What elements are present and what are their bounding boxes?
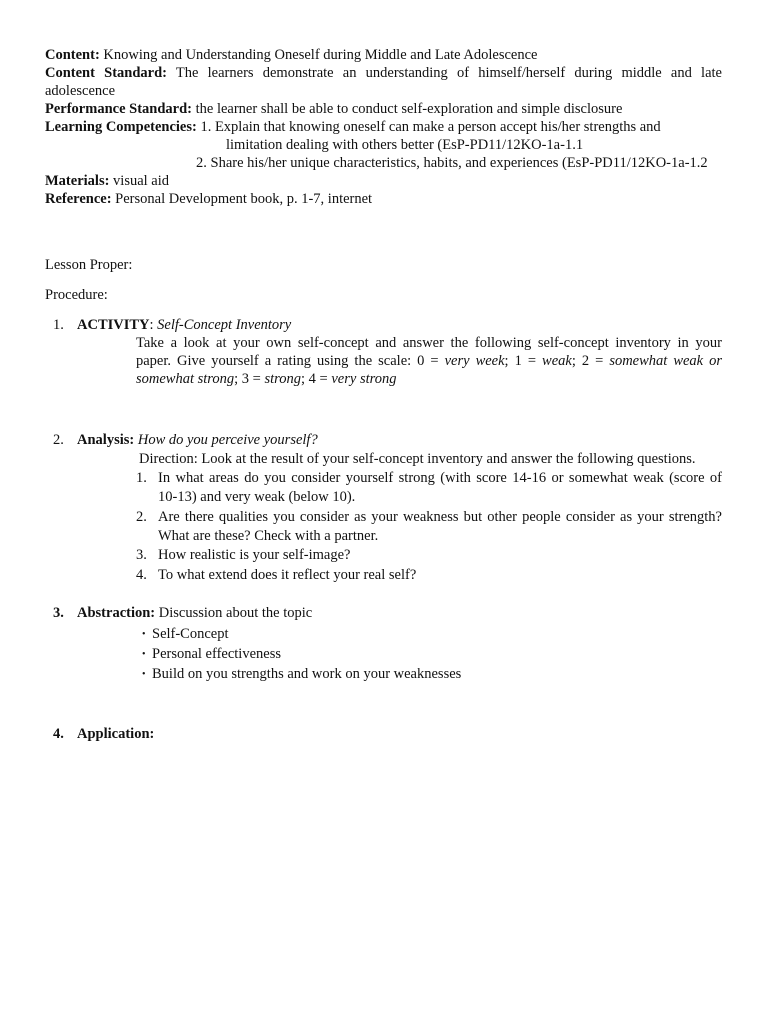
activity-line-2-d: weak (542, 353, 572, 369)
bullet-icon: • (142, 629, 146, 640)
abstraction-value: Discussion about the topic (158, 605, 313, 621)
list-item (142, 625, 229, 644)
materials-label: Materials: (45, 173, 110, 189)
competency-1-line-1: 1. Explain that knowing oneself can make a person accept his/her strengths and (200, 119, 661, 135)
activity-title: ACTIVITY (77, 317, 150, 333)
application-number-text: 4. (53, 726, 64, 742)
analysis-number: 2. (53, 432, 64, 448)
bullet-text: Build on you strengths and work on your weaknesses (152, 666, 462, 682)
abstraction-title: Abstraction: (77, 605, 156, 621)
bullet-text: Personal effectiveness (152, 646, 281, 662)
activity-line-3-c: strong (264, 371, 302, 387)
activity-line-2-e: ; 2 = (571, 353, 604, 369)
reference-line (45, 190, 372, 208)
procedure-heading: Procedure: (45, 287, 108, 303)
question-number: 3. (136, 547, 147, 563)
bullet-icon: • (142, 649, 146, 660)
performance-standard-label: Performance Standard: (45, 101, 192, 117)
materials-value: visual aid (113, 173, 170, 189)
analysis-heading (77, 431, 318, 449)
bullet-text: Self-Concept (152, 626, 229, 642)
abstraction-number-text: 3. (53, 605, 64, 621)
question-2-line-2: What are these? Check with a partner. (158, 528, 379, 544)
content-standard-label: Content Standard: (45, 65, 167, 81)
activity-heading (77, 316, 291, 334)
performance-standard-line (45, 100, 622, 118)
application-title: Application: (77, 726, 155, 742)
competency-2: 2. Share his/her unique characteristics, habits, and experiences (EsP-PD11/12KO-1a-1.2 (196, 155, 708, 171)
application-number (53, 725, 64, 743)
question-3: How realistic is your self-image? (158, 547, 351, 563)
question-number: 4. (136, 567, 147, 583)
activity-line-1: Take a look at your own self-concept and answer the following self-concept inventory in your (136, 335, 722, 351)
activity-number: 1. (53, 317, 64, 333)
question-1-line-1: In what areas do you consider yourself strong (with score 14-16 or somewhat weak (score of (158, 470, 722, 486)
list-item (142, 645, 281, 664)
application-heading (77, 725, 154, 743)
bullet-icon: • (142, 669, 146, 680)
question-number: 2. (136, 509, 147, 525)
content-standard-value: The learners demonstrate an understanding of himself/herself during middle and late (175, 65, 722, 81)
question-number: 1. (136, 470, 147, 486)
learning-competencies-label: Learning Competencies: (45, 119, 197, 135)
abstraction-heading (77, 604, 312, 622)
activity-line-3-e: very strong (331, 371, 397, 387)
activity-line-2-c: ; 1 = (504, 353, 537, 369)
content-standard-line-2: adolescence (45, 83, 116, 99)
activity-line-2-b: very week (444, 353, 505, 369)
question-1-line-2: 10-13) and very weak (below 10). (158, 489, 356, 505)
content-value: Knowing and Understanding Oneself during Middle and Late Adolescence (103, 47, 538, 63)
performance-standard-value: the learner shall be able to conduct self-exploration and simple disclosure (195, 101, 623, 117)
lesson-proper-heading: Lesson Proper: (45, 257, 133, 273)
activity-line-2 (136, 352, 722, 370)
reference-value: Personal Development book, p. 1-7, internet (115, 191, 373, 207)
question-2-line-1: Are there qualities you consider as your weakness but other people consider as your strength? (158, 509, 722, 525)
activity-line-3-b: ; 3 = (234, 371, 261, 387)
content-label: Content: (45, 47, 100, 63)
list-item (142, 665, 461, 684)
competency-1-line-2: limitation dealing with others better (EsP-PD11/12KO-1a-1.1 (226, 137, 584, 153)
abstraction-number (53, 604, 64, 622)
analysis-subtitle: How do you perceive yourself? (137, 432, 318, 448)
content-standard-line (45, 64, 722, 82)
reference-label: Reference: (45, 191, 112, 207)
materials-line (45, 172, 169, 190)
content-line (45, 46, 538, 64)
question-4: To what extend does it reflect your real self? (158, 567, 417, 583)
learning-competencies-line (45, 118, 661, 136)
activity-subtitle: Self-Concept Inventory (157, 317, 292, 333)
analysis-title: Analysis: (77, 432, 135, 448)
analysis-direction: Direction: Look at the result of your self-concept inventory and answer the following questions. (139, 451, 696, 467)
activity-line-3-d: ; 4 = (301, 371, 328, 387)
activity-line-2-f: somewhat weak or (609, 353, 723, 369)
activity-colon: : (149, 317, 154, 333)
activity-line-2-a: paper. Give yourself a rating using the scale: 0 = (136, 353, 439, 369)
activity-line-3-a: somewhat strong (136, 371, 235, 387)
activity-line-3 (136, 370, 396, 388)
